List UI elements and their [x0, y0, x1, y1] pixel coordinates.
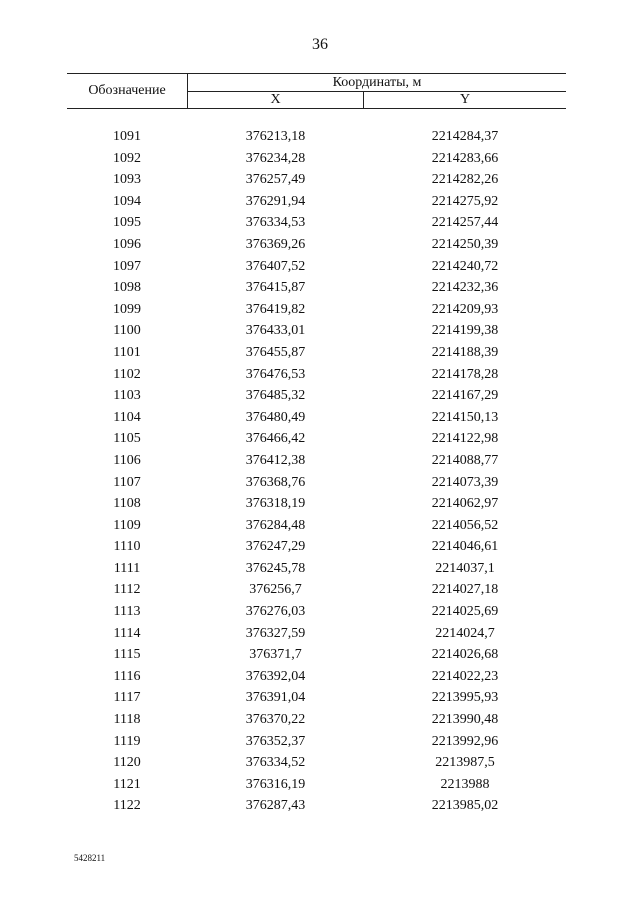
- table-row: [67, 601, 566, 623]
- table-header: [67, 73, 566, 109]
- coord-x: 376466,42: [245, 431, 306, 447]
- coord-y: 2214056,52: [431, 517, 499, 533]
- point-id: 1102: [113, 366, 141, 382]
- coord-x: 376327,59: [245, 625, 306, 641]
- point-id: 1110: [113, 539, 141, 555]
- coord-y: 2214088,77: [431, 452, 499, 468]
- point-id: 1120: [113, 755, 141, 771]
- coord-x: 376276,03: [245, 604, 306, 620]
- coord-x: 376412,38: [245, 452, 306, 468]
- point-id: 1116: [113, 668, 141, 684]
- header-x: X: [270, 92, 281, 107]
- coord-x: 376234,28: [245, 150, 306, 166]
- point-id: 1112: [113, 582, 141, 598]
- point-id: 1105: [113, 431, 141, 447]
- header-top-rule: [67, 73, 566, 74]
- point-id: 1104: [113, 409, 141, 425]
- coord-x: 376455,87: [245, 344, 306, 360]
- coord-y: 2214257,44: [431, 215, 499, 231]
- point-id: 1121: [113, 776, 141, 792]
- table-row: [67, 687, 566, 709]
- coord-x: 376415,87: [245, 280, 306, 296]
- point-id: 1118: [113, 712, 141, 728]
- coord-x: 376485,32: [245, 388, 306, 404]
- coord-y: 2213995,93: [431, 690, 499, 706]
- coord-x: 376245,78: [245, 560, 306, 576]
- table-row: [67, 234, 566, 256]
- point-id: 1099: [113, 301, 141, 317]
- table-row: [67, 148, 566, 170]
- coord-y: 2214240,72: [431, 258, 499, 274]
- table-row: [67, 752, 566, 774]
- coord-y: 2214025,69: [431, 604, 499, 620]
- coord-y: 2214037,1: [435, 560, 495, 576]
- coord-x: 376247,29: [245, 539, 306, 555]
- coord-y: 2214150,13: [431, 409, 499, 425]
- point-id: 1115: [113, 647, 141, 663]
- coord-x: 376284,48: [245, 517, 306, 533]
- coordinates-table: [67, 73, 566, 814]
- coord-y: 2214232,36: [431, 280, 499, 296]
- table-row: [67, 709, 566, 731]
- coord-x: 376392,04: [245, 668, 306, 684]
- coord-y: 2214209,93: [431, 301, 499, 317]
- page-number: 36: [312, 36, 328, 53]
- table-row: [67, 385, 566, 407]
- coord-y: 2214062,97: [431, 496, 499, 512]
- table-row: [67, 623, 566, 645]
- coord-y: 2214188,39: [431, 344, 499, 360]
- coord-x: 376256,7: [249, 582, 302, 598]
- table-row: [67, 515, 566, 537]
- point-id: 1117: [113, 690, 141, 706]
- coord-x: 376316,19: [245, 776, 306, 792]
- coord-y: 2213988: [440, 776, 490, 792]
- coord-x: 376480,49: [245, 409, 306, 425]
- coord-x: 376369,26: [245, 236, 306, 252]
- table-row: [67, 342, 566, 364]
- coord-x: 376419,82: [245, 301, 306, 317]
- point-id: 1098: [113, 280, 141, 296]
- coord-y: 2213987,5: [435, 755, 495, 771]
- table-row: [67, 191, 566, 213]
- table-row: [67, 795, 566, 817]
- point-id: 1122: [113, 798, 141, 814]
- coord-y: 2214026,68: [431, 647, 499, 663]
- coord-x: 376433,01: [245, 323, 306, 339]
- point-id: 1100: [113, 323, 141, 339]
- table-row: [67, 644, 566, 666]
- point-id: 1113: [113, 604, 141, 620]
- point-id: 1095: [113, 215, 141, 231]
- coord-y: 2214024,7: [435, 625, 495, 641]
- table-row: [67, 774, 566, 796]
- coord-y: 2214275,92: [431, 193, 499, 209]
- table-row: [67, 472, 566, 494]
- coord-x: 376257,49: [245, 172, 306, 188]
- table-row: [67, 299, 566, 321]
- point-id: 1109: [113, 517, 141, 533]
- coord-x: 376352,37: [245, 733, 306, 749]
- table-row: [67, 320, 566, 342]
- point-id: 1119: [113, 733, 141, 749]
- header-designation: Обозначение: [88, 83, 166, 98]
- coord-x: 376334,53: [245, 215, 306, 231]
- table-row: [67, 169, 566, 191]
- table-row: [67, 536, 566, 558]
- coord-x: 376334,52: [245, 755, 306, 771]
- coord-x: 376407,52: [245, 258, 306, 274]
- point-id: 1094: [113, 193, 141, 209]
- coord-y: 2214199,38: [431, 323, 499, 339]
- table-row: [67, 364, 566, 386]
- point-id: 1107: [113, 474, 141, 490]
- coord-x: 376371,7: [249, 647, 302, 663]
- point-id: 1111: [113, 560, 141, 576]
- table-row: [67, 212, 566, 234]
- point-id: 1108: [113, 496, 141, 512]
- table-row: [67, 126, 566, 148]
- coord-x: 376318,19: [245, 496, 306, 512]
- table-row: [67, 256, 566, 278]
- table-row: [67, 407, 566, 429]
- coord-y: 2214046,61: [431, 539, 499, 555]
- point-id: 1096: [113, 236, 141, 252]
- coord-x: 376476,53: [245, 366, 306, 382]
- table-row: [67, 277, 566, 299]
- coord-y: 2214073,39: [431, 474, 499, 490]
- point-id: 1106: [113, 452, 141, 468]
- coord-x: 376368,76: [245, 474, 306, 490]
- coord-x: 376291,94: [245, 193, 306, 209]
- coord-y: 2214122,98: [431, 431, 499, 447]
- point-id: 1097: [113, 258, 141, 274]
- point-id: 1092: [113, 150, 141, 166]
- table-body: [67, 126, 566, 817]
- table-row: [67, 731, 566, 753]
- point-id: 1093: [113, 172, 141, 188]
- coord-y: 2214284,37: [431, 129, 499, 144]
- coord-y: 2213985,02: [431, 798, 499, 814]
- coord-y: 2213992,96: [431, 733, 499, 749]
- coord-y: 2214282,26: [431, 172, 499, 188]
- header-y: Y: [459, 92, 471, 107]
- coord-y: 2214167,29: [431, 388, 499, 404]
- header-bottom-rule: [67, 108, 566, 109]
- coord-x: 376213,18: [245, 129, 306, 144]
- coord-x: 376287,43: [245, 798, 306, 814]
- coord-y: 2214250,39: [431, 236, 499, 252]
- point-id: 1114: [113, 625, 141, 641]
- coord-x: 376370,22: [245, 712, 306, 728]
- coord-y: 2214178,28: [431, 366, 499, 382]
- coord-y: 2214022,23: [431, 668, 499, 684]
- table-row: [67, 493, 566, 515]
- table-row: [67, 558, 566, 580]
- document-code: 5428211: [74, 853, 106, 863]
- header-coordinates: Координаты, м: [332, 75, 422, 90]
- coord-y: 2214283,66: [431, 150, 499, 166]
- coord-y: 2214027,18: [431, 582, 499, 598]
- point-id: 1101: [113, 344, 141, 360]
- table-row: [67, 666, 566, 688]
- table-row: [67, 450, 566, 472]
- point-id: 1103: [113, 388, 141, 404]
- table-row: [67, 428, 566, 450]
- coord-y: 2213990,48: [431, 712, 499, 728]
- table-row: [67, 579, 566, 601]
- coord-x: 376391,04: [245, 690, 306, 706]
- point-id: 1091: [113, 129, 141, 144]
